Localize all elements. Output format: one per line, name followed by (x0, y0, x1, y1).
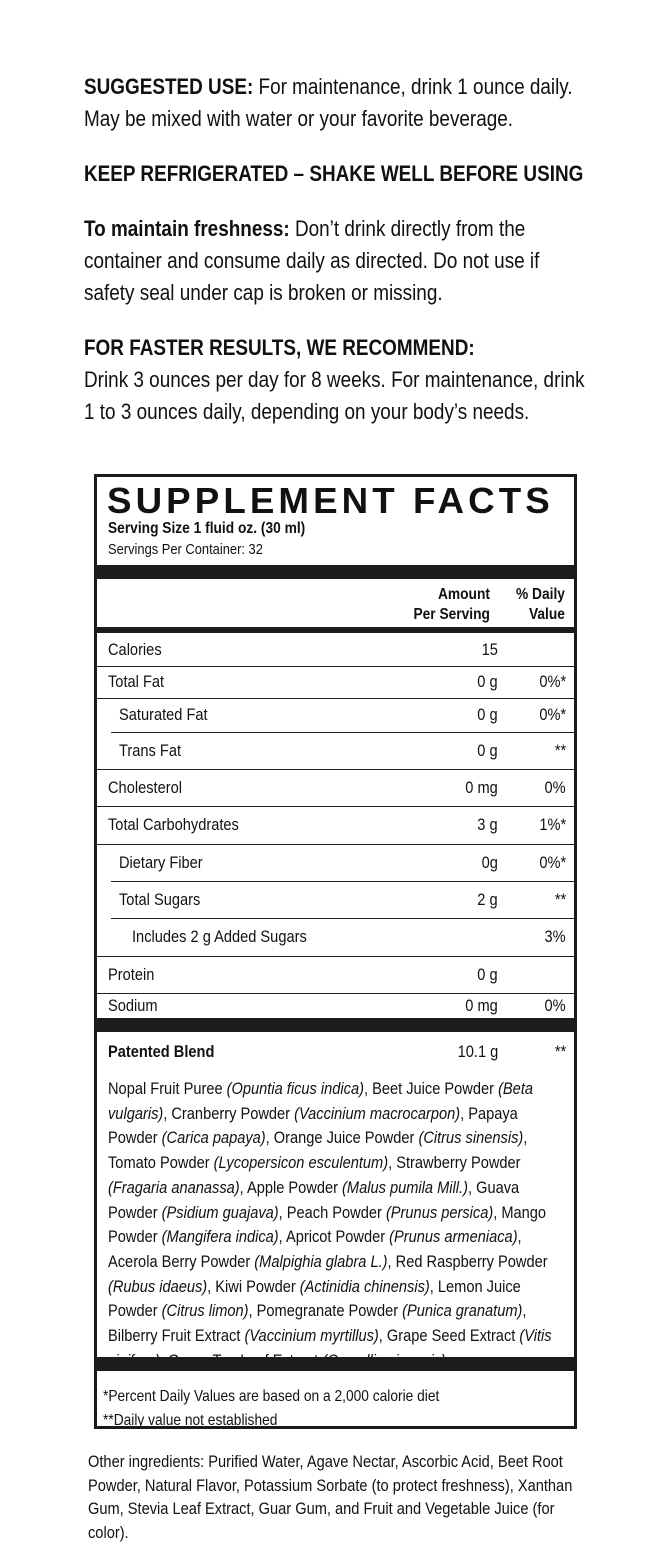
facts-title: SUPPLEMENT FACTS (107, 480, 554, 521)
suggested-use-text: For maintenance, drink 1 ounce daily. (253, 74, 573, 99)
daily-value-header-line1: % Daily (516, 586, 565, 603)
row-divider (97, 769, 574, 770)
botanical-name: (Mangifera indica) (161, 1227, 279, 1247)
nutrient-label: Sodium (108, 995, 158, 1015)
botanical-name: (Vitis (519, 1326, 552, 1346)
thick-divider (97, 565, 574, 579)
ingredient-name: , Red Raspberry Powder (387, 1251, 548, 1271)
faster-results-text-2: 1 to 3 ounces daily, depending on your body’s needs. (84, 399, 530, 424)
amount-header (414, 585, 490, 625)
blend-label: Patented Blend (108, 1042, 215, 1061)
refrigerate-text: KEEP REFRIGERATED – SHAKE WELL BEFORE USING (84, 161, 584, 186)
freshness-text-3: safety seal under cap is broken or missing. (84, 280, 443, 305)
row-divider (111, 918, 574, 919)
nutrient-label: Dietary Fiber (119, 852, 203, 872)
suggested-use (84, 71, 644, 135)
ingredient-name: , Beet Juice Powder (363, 1079, 499, 1098)
row-divider (97, 806, 574, 807)
botanical-name: (Fragaria ananassa) (108, 1177, 240, 1197)
ingredient-name: , Apricot Powder (278, 1227, 390, 1247)
botanical-name: (Rubus idaeus) (108, 1276, 208, 1296)
botanical-name: (Prunus armeniaca) (389, 1227, 518, 1247)
row-divider (97, 666, 574, 667)
botanical-name: (Citrus limon) (161, 1301, 249, 1321)
nutrient-label: Calories (108, 640, 162, 659)
ingredient-name: , Grape Seed Extract (378, 1326, 520, 1346)
row-divider (111, 881, 574, 882)
row-divider (97, 956, 574, 957)
nutrient-daily-value: 0%* (539, 705, 566, 724)
nutrient-amount: 0g (481, 852, 498, 872)
nutrient-label: Saturated Fat (119, 705, 208, 724)
row-divider (97, 844, 574, 845)
blend-divider (97, 1018, 574, 1032)
botanical-name: (Vaccinium macrocarpon) (294, 1103, 461, 1123)
botanical-name: (Carica papaya) (161, 1128, 266, 1148)
nutrient-amount: 2 g (477, 889, 498, 909)
botanical-name: (Actinidia chinensis) (299, 1276, 430, 1296)
ingredient-name: , Tomato Powder (108, 1128, 528, 1173)
nutrient-amount: 15 (481, 640, 498, 659)
amount-header-line1: Amount (438, 586, 490, 603)
nutrient-label: Cholesterol (108, 777, 182, 797)
nutrient-amount: 0 g (477, 964, 498, 984)
nutrient-amount: 0 g (477, 672, 498, 691)
nutrient-amount: 0 g (477, 705, 498, 724)
suggested-use-label: SUGGESTED USE: (84, 74, 254, 99)
header-divider (97, 627, 574, 633)
nutrient-label: Protein (108, 964, 155, 984)
botanical-name: (Beta vulgaris) (108, 1079, 534, 1123)
botanical-name: (Malus pumila Mill.) (342, 1177, 468, 1197)
footnotes (103, 1385, 439, 1433)
row-divider (97, 698, 574, 699)
nutrient-daily-value: ** (554, 889, 566, 909)
nutrient-amount: 0 mg (465, 995, 498, 1015)
footnote-divider (97, 1357, 574, 1371)
ingredient-name: , Mango Powder (108, 1202, 547, 1247)
nutrient-label: Total Sugars (119, 889, 201, 909)
nutrient-daily-value: ** (554, 740, 566, 760)
nutrient-daily-value: 0% (544, 995, 566, 1015)
nutrient-amount: 0 mg (465, 777, 498, 797)
nutrient-label: Trans Fat (119, 740, 182, 760)
freshness-text: Don’t drink directly from the (289, 216, 526, 241)
refrigerate-notice (84, 158, 644, 190)
ingredient-name: , Papaya Powder (108, 1103, 518, 1148)
nutrient-amount: 3 g (477, 815, 498, 834)
ingredient-name: Nopal Fruit Puree (108, 1079, 227, 1098)
suggested-use-text-2: May be mixed with water or your favorite beverage. (84, 106, 514, 131)
ingredient-name: , Cranberry Powder (163, 1103, 295, 1123)
faster-results-text: Drink 3 ounces per day for 8 weeks. For maintenance, drink (84, 367, 585, 392)
botanical-name: (Vaccinium myrtillus) (244, 1326, 379, 1346)
ingredient-name: , Orange Juice Powder (265, 1128, 419, 1148)
nutrient-label: Total Carbohydrates (108, 815, 239, 834)
ingredient-name: , Pomegranate Powder (248, 1301, 403, 1321)
botanical-name: (Punica granatum) (402, 1301, 523, 1321)
nutrient-amount: 0 g (477, 740, 498, 760)
daily-value-header-line2: Value (529, 606, 565, 623)
footnote-percent-dv: *Percent Daily Values are based on a 2,000 calorie diet (103, 1388, 440, 1405)
botanical-name: (Malpighia glabra L.) (254, 1251, 388, 1271)
nutrient-label: Total Fat (108, 672, 165, 691)
row-divider (111, 732, 574, 733)
footnote-not-established: **Daily value not established (103, 1412, 278, 1429)
botanical-name: (Opuntia ficus indica) (226, 1079, 364, 1098)
nutrient-daily-value: 0%* (539, 672, 566, 691)
blend-amount: 10.1 g (457, 1042, 498, 1061)
ingredient-name: , Kiwi Powder (207, 1276, 300, 1296)
row-divider (97, 993, 574, 994)
freshness-text-2: container and consume daily as directed. Do not use if (84, 248, 540, 273)
faster-results-label: FOR FASTER RESULTS, WE RECOMMEND: (84, 335, 475, 360)
servings-per-container: Servings Per Container: 32 (108, 541, 263, 558)
freshness-label: To maintain freshness: (84, 216, 290, 241)
nutrient-daily-value: 0% (544, 777, 566, 797)
ingredient-name: , Guava Powder (108, 1177, 520, 1222)
botanical-name: (Lycopersicon esculentum) (213, 1153, 389, 1173)
nutrient-daily-value: 3% (544, 927, 566, 946)
faster-results (84, 332, 644, 428)
ingredient-name: , Strawberry Powder (388, 1153, 521, 1173)
botanical-name: (Prunus persica) (385, 1202, 494, 1222)
daily-value-header (516, 585, 565, 625)
nutrient-label: Includes 2 g Added Sugars (132, 927, 307, 946)
nutrient-daily-value: 1%* (539, 815, 566, 834)
blend-ingredients (108, 1077, 564, 1373)
supplement-facts-panel (94, 474, 577, 1429)
amount-header-line2: Per Serving (413, 606, 490, 623)
botanical-name: (Citrus sinensis) (418, 1128, 524, 1148)
other-ingredients: Other ingredients: Purified Water, Agave Nectar, Ascorbic Acid, Beet Root Powder, Natural Flavor, Potassium Sorbate (to protect freshness), Xanthan Gum, Stevia Leaf Extract, Guar Gum, and Fruit and Vegetable Juice (for color). (88, 1452, 573, 1542)
botanical-name: (Psidium guajava) (161, 1202, 279, 1222)
ingredient-name: , Peach Powder (278, 1202, 386, 1222)
blend-daily-value: ** (554, 1042, 566, 1061)
ingredient-name: , Acerola Berry Powder (108, 1227, 522, 1271)
nutrient-daily-value: 0%* (539, 852, 566, 872)
ingredient-name: , Bilberry Fruit Extract (108, 1301, 527, 1346)
ingredient-name: , Apple Powder (239, 1177, 343, 1197)
ingredient-name: , Lemon Juice Powder (108, 1276, 521, 1321)
freshness-note (84, 213, 644, 309)
serving-size: Serving Size 1 fluid oz. (30 ml) (108, 520, 306, 537)
